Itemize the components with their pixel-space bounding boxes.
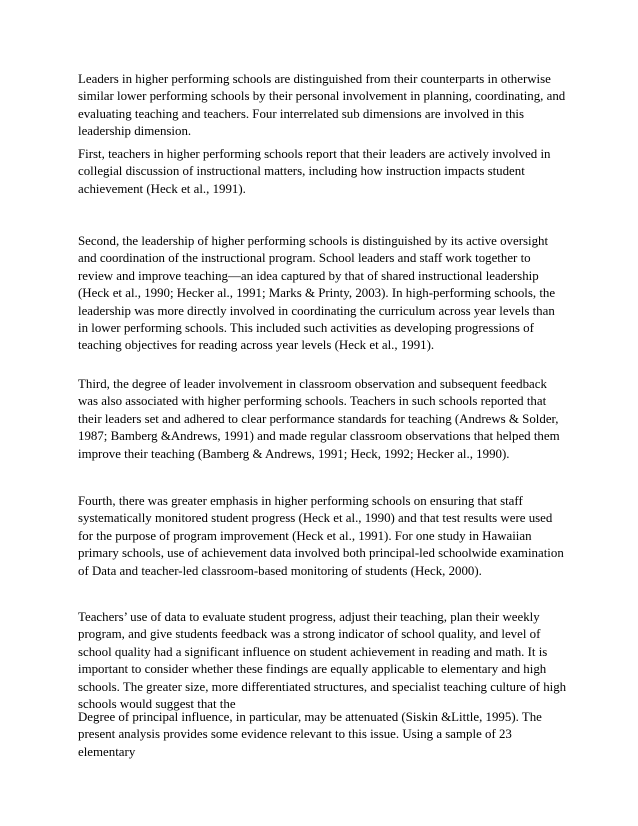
paragraph-third-dimension: Third, the degree of leader involvement in classroom observation and subsequent feedback was also associated with higher performing schools. Teachers in such schools reported that their leaders set and adhered to clear performance standards for teaching (Andrews & Solder, 1987; Bamberg &Andrews, 1991) and made regular classroom observations that helped them improve their teaching (Bamberg & Andrews, 1991; Heck, 1992; Hecker al., 1990). (78, 377, 560, 461)
paragraph-data-use: Teachers’ use of data to evaluate student progress, adjust their teaching, plan their weekly program, and give students feedback was a strong indicator of school quality, and level of school quality had a significant influence on student achievement in reading and math. It is important to consider whether these findings are equally applicable to elementary and high schools. The greater size, more differentiated structures, and specialist teaching culture of high schools would suggest that the (78, 610, 567, 712)
paragraph-leadership-intro: Leaders in higher performing schools are distinguished from their counterparts in otherwise similar lower performing schools by their personal involvement in planning, coordinating, and evaluating teaching and teachers. Four interrelated sub dimensions are involved in this leadership dimension. (78, 72, 566, 139)
paragraph-fourth-dimension: Fourth, there was greater emphasis in higher performing schools on ensuring that staff systematically monitored student progress (Heck et al., 1990) and that test results were used for the purpose of program improvement (Heck et al., 1991). For one study in Hawaiian primary schools, use of achievement data involved both principal-led schoolwide examination of Data and teacher-led classroom-based monitoring of students (Heck, 2000). (78, 494, 564, 578)
paragraph-second-dimension: Second, the leadership of higher performing schools is distinguished by its active oversight and coordination of the instructional program. School leaders and staff work together to review and improve teaching—an idea captured by that of shared instructional leadership (Heck et al., 1990; Hecker al., 1991; Marks & Printy, 2003). In high-performing schools, the leadership was more directly involved in coordinating the curriculum across year levels than in lower performing schools. This included such activities as developing progressions of teaching objectives for reading across year levels (Heck et al., 1991). (78, 234, 556, 353)
paragraph-principal-influence: Degree of principal influence, in particular, may be attenuated (Siskin &Little, 1995). The present analysis provides some evidence relevant to this issue. Using a sample of 23 elementary (78, 710, 542, 759)
paragraph-first-dimension: First, teachers in higher performing schools report that their leaders are actively involved in collegial discussion of instructional matters, including how instruction impacts student achievement (Heck et al., 1991). (78, 147, 551, 196)
